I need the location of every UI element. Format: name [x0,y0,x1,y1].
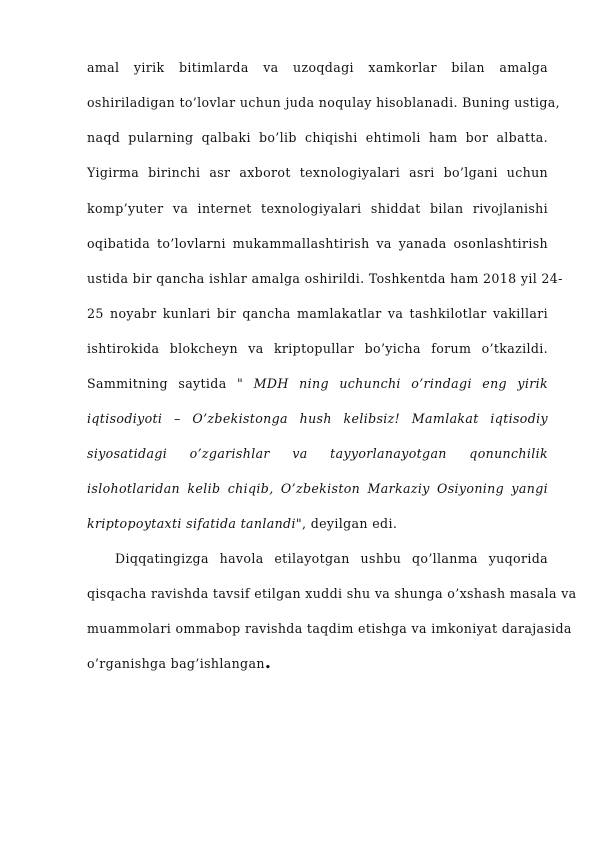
quote-text-italic: MDH ning uchunchi o’rindagi eng yirik [253,376,548,391]
paragraph-2-line-4 [87,652,548,673]
paragraph-1-line-12: siyosatidagi o’zgarishlar va tayyorlanayotgan qonunchilik [87,446,548,461]
paragraph-1-line-11: iqtisodiyoti – O’zbekistonga hush kelibsiz! Mamlakat iqtisodiy [87,411,548,426]
paragraph-2-line-3: muammolari ommabop ravishda taqdim etishga va imkoniyat darajasida [87,621,572,636]
paragraph-1-line-5: komp’yuter va internet texnologiyalari shiddat bilan rivojlanishi [87,201,548,216]
paragraph-2-line-1: Diqqatingizga havola etilayotgan ushbu qo’llanma yuqorida [115,551,548,566]
paragraph-1-line-10 [87,375,548,393]
paragraph-1-line-9: ishtirokida blokcheyn va kriptopullar bo’yicha forum o’tkazildi. [87,341,548,356]
quote-intro-text: Sammitning saytida " [87,376,244,391]
paragraph-1-line-14 [87,515,548,533]
quote-end-italic: kriptopoytaxti sifatida tanlandi [87,516,296,531]
final-period: . [264,652,272,673]
paragraph-2-line-2: qisqacha ravishda tavsif etilgan xuddi shu va shunga o’xshash masala va [87,586,577,601]
paragraph-1-line-13: islohotlaridan kelib chiqib, O’zbekiston Markaziy Osiyoning yangi [87,481,548,496]
paragraph-1-line-2: oshiriladigan to’lovlar uchun juda noqulay hisoblanadi. Buning ustiga, [87,95,560,110]
paragraph-1-line-7: ustida bir qancha ishlar amalga oshirildi. Toshkentda ham 2018 yil 24- [87,271,563,286]
paragraph-1-line-3: naqd pularning qalbaki bo’lib chiqishi ehtimoli ham bor albatta. [87,130,548,145]
paragraph-2-final-text: o’rganishga bag’ishlangan [87,656,265,671]
paragraph-1-line-6: oqibatida to’lovlarni mukammallashtirish va yanada osonlashtirish [87,236,548,251]
paragraph-1-line-1: amal yirik bitimlarda va uzoqdagi xamkorlar bilan amalga [87,60,548,75]
paragraph-1-line-4: Yigirma birinchi asr axborot texnologiyalari asri bo’lgani uchun [87,165,548,180]
quote-outro-text: ", deyilgan edi. [295,516,398,531]
paragraph-1-line-8: 25 noyabr kunlari bir qancha mamlakatlar va tashkilotlar vakillari [87,306,548,321]
